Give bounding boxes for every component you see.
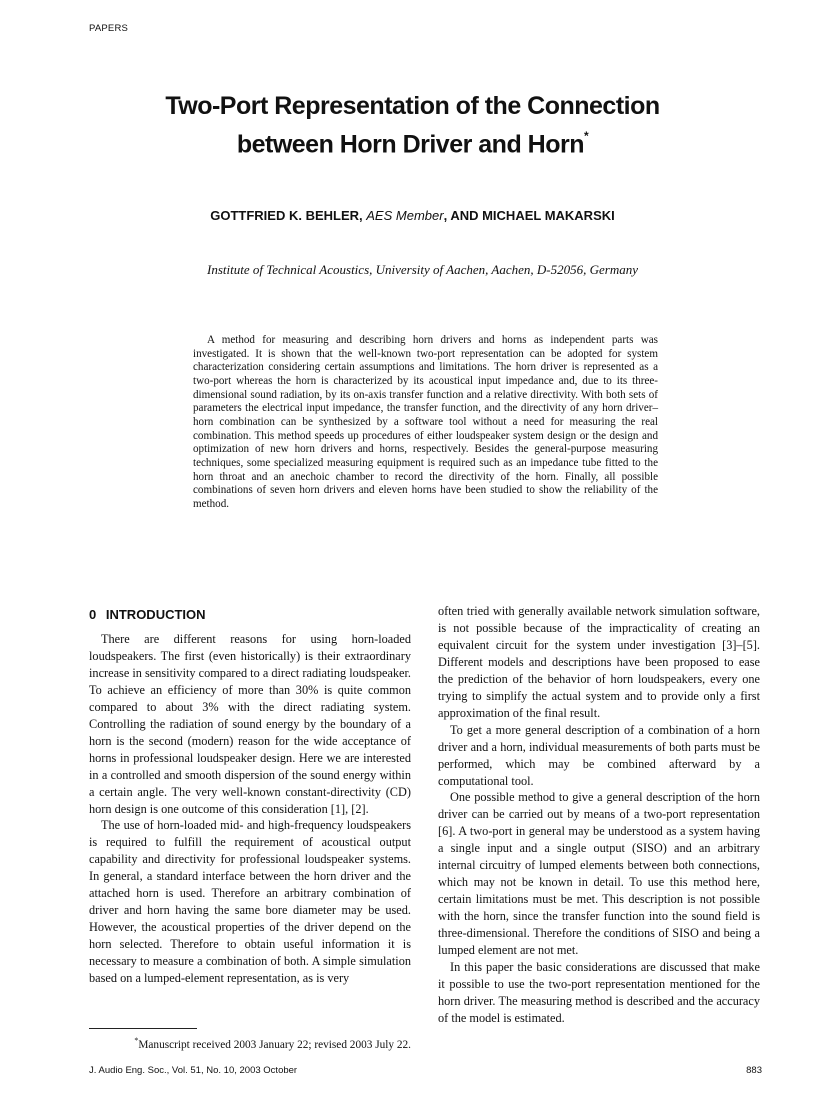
column-left xyxy=(89,600,411,987)
paper-title xyxy=(120,90,705,161)
author-line xyxy=(120,208,705,223)
paragraph-5: One possible method to give a general description of the horn driver can be carried out by means of a two-port representation [6]. A two-port in general may be understood as a system having a single input and a single output (SISO) and an arbitrary internal circuitry of lumped elements between both connections, which may not be known in detail. To use this method here, certain limitations must be met. This description is not possible with the horn, since the transfer function into the sound field is three-dimensional. Therefore the conditions of SISO and being a lumped element are not met. xyxy=(438,790,760,958)
paragraph-1: There are different reasons for using horn-loaded loudspeakers. The first (even historically) is their extraordinary increase in sensitivity compared to a direct radiating loudspeaker. To achieve an efficiency of more than 30% is quite common compared to about 3% with the direct radiating system. Controlling the radiation of sound energy by the boundary of a horn is the second (modern) reason for the wide acceptance of horns in professional loudspeaker design. Here we are interested in a controlled and smooth dispersion of the sound energy within a certain angle. The very well-known constant-directivity (CD) horn design is one outcome of this consideration [1], [2]. xyxy=(89,632,412,816)
paragraph-6: In this paper the basic considerations are discussed that make it possible to use the two-port representation mentioned for the horn driver. The measuring method is described and the accuracy of the model is estimated. xyxy=(438,960,760,1025)
paragraph-2: The use of horn-loaded mid- and high-frequency loudspeakers is required to fulfill the requirement of acoustical output capability and directivity for professional loudspeaker systems. In general, a standard interface between the horn driver and the attached horn is used. Therefore an arbitrary combination of driver and horn having the same bore diameter may be used. However, the acoustical properties of the driver depend on the horn selected. Therefore to obtain useful information it is necessary to measure a combination of both. A simple simulation based on a lumped-element representation, as is very xyxy=(89,818,411,986)
section-heading xyxy=(89,606,411,623)
footnote-text: Manuscript received 2003 January 22; revised 2003 July 22. xyxy=(138,1038,411,1051)
column-right xyxy=(438,603,760,1027)
running-head: PAPERS xyxy=(89,23,129,34)
abstract: A method for measuring and describing horn drivers and horns as independent parts was investigated. It is shown that the well-known two-port representation can be adopted for system characterization considering certain assumptions and limitations. The horn driver is represented as a two-port whereas the horn is characterized by its acoustical input impedance and, due to its three-dimensional sound radiation, by its on-axis transfer function and a relative directivity. With both sets of parameters the electrical input impedance, the transfer function, and the directivity of any horn driver–horn combination can be synthesized by a software tool without a need for measuring the real combination. This method speeds up procedures of either loudspeaker system design or the design and optimization of new horn drivers and horns, respectively. Besides the general-purpose measuring techniques, some specialized measuring equipment is required such as an impedance tube fitted to the horn throat and an anechoic chamber to record the directivity of the horn. Finally, all possible combinations of seven horn drivers and eleven horns have been studied to show the reliability of the method. xyxy=(193,334,658,510)
title-footnote-marker: * xyxy=(584,129,589,143)
title-line-1: Two-Port Representation of the Connection xyxy=(165,92,660,120)
footnote-rule xyxy=(89,1028,197,1029)
section-title: INTRODUCTION xyxy=(105,607,206,622)
journal-citation: J. Audio Eng. Soc., Vol. 51, No. 10, 2003 October xyxy=(89,1065,298,1076)
author-2: , AND MICHAEL MAKARSKI xyxy=(443,208,615,223)
footnote-marker: * xyxy=(134,1036,139,1045)
author-membership: AES Member xyxy=(366,208,444,223)
page-number: 883 xyxy=(746,1065,762,1076)
author-1: GOTTFRIED K. BEHLER, xyxy=(210,208,363,223)
footnote xyxy=(89,1036,411,1051)
section-number: 0 xyxy=(89,607,97,622)
paragraph-3: often tried with generally available network simulation software, is not possible because of the impracticality of creating an equivalent circuit for the system under investigation [3]–[5]. Different models and descriptions have been proposed to ease the prediction of the behavior of horn loudspeakers, every one trying to simplify the actual system and to provide only a first approximation of the final result. xyxy=(438,604,760,720)
paragraph-4: To get a more general description of a combination of a horn driver and a horn, individual measurements of both parts must be performed, which may be combined afterward by a computational tool. xyxy=(438,722,760,788)
affiliation: Institute of Technical Acoustics, University of Aachen, Aachen, D-52056, Germany xyxy=(207,262,638,277)
title-line-2: between Horn Driver and Horn xyxy=(236,130,584,159)
